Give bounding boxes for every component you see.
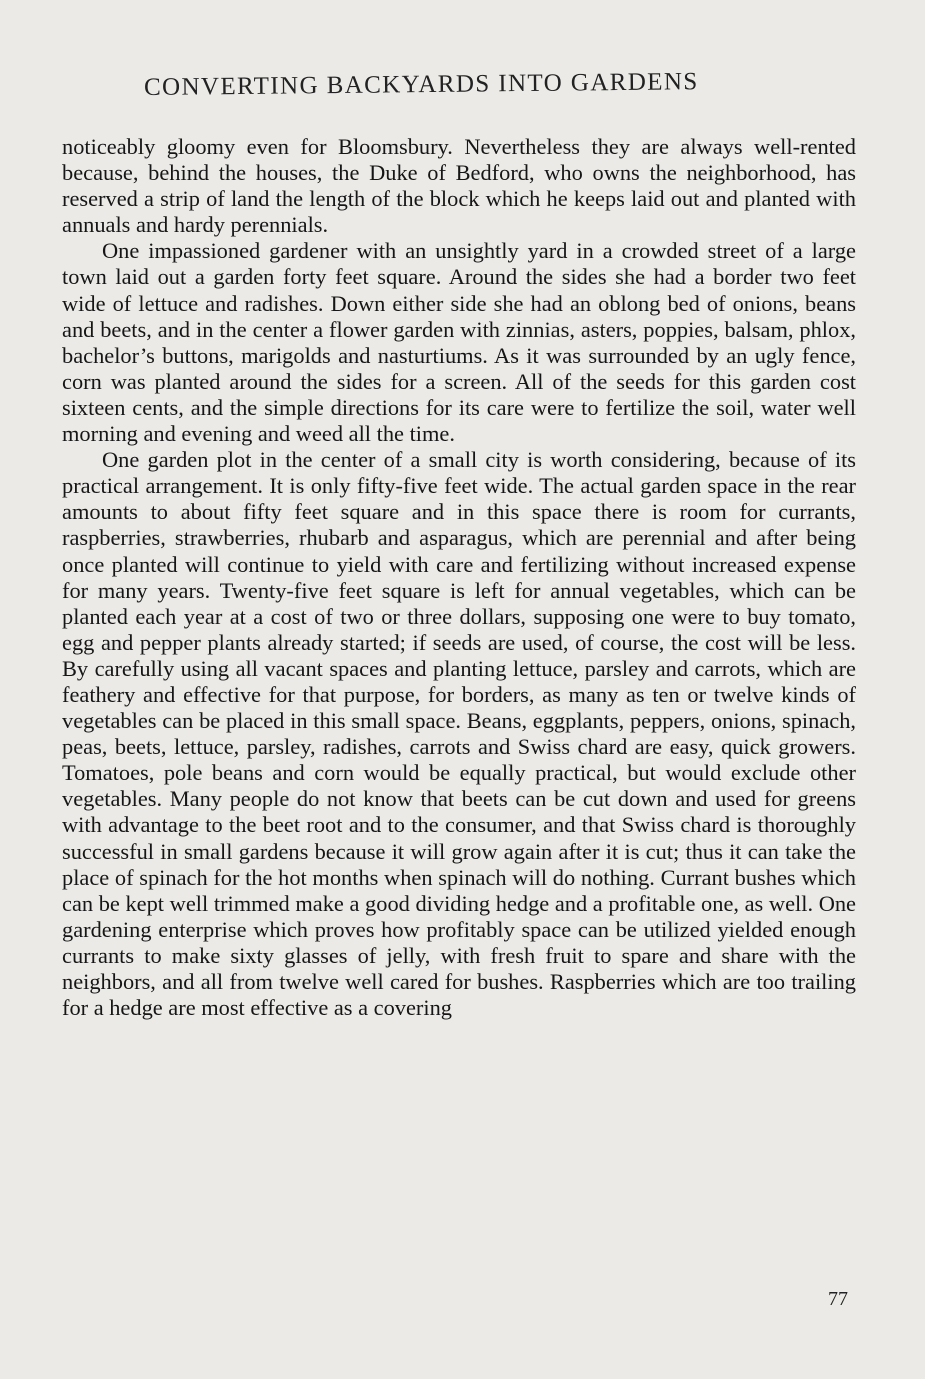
paragraph-continued: noticeably gloomy even for Bloomsbury. Nevertheless they are always well-rented because, behind the houses, the Duke of Bedford, who owns the neighborhood, has reserved a strip of land the length of the block which he keeps laid out and planted with annuals and hardy perennials. (62, 134, 856, 238)
paragraph-impassioned-gardener: One impassioned gardener with an unsightly yard in a crowded street of a large town laid out a garden forty feet square. Around the sides she had a border two feet wide of lettuce and radishes. Down either side she had an oblong bed of onions, beans and beets, and in the center a flower garden with zinnias, asters, poppies, balsam, phlox, bachelor’s buttons, marigolds and nasturtiums. As it was surrounded by an ugly fence, corn was planted around the sides for a screen. All of the seeds for this garden cost sixteen cents, and the simple directions for its care were to fertilize the soil, water well morning and evening and weed all the time. (62, 238, 856, 447)
body-text (62, 134, 856, 1021)
running-head: CONVERTING BACKYARDS INTO GARDENS (143, 68, 699, 101)
page-number: 77 (828, 1288, 848, 1310)
paragraph-small-city-garden: One garden plot in the center of a small city is worth considering, because of its practical arrangement. It is only fifty-five feet wide. The actual garden space in the rear amounts to about fifty feet square and in this space there is room for currants, raspberries, strawberries, rhubarb and asparagus, which are perennial and after being once planted will continue to yield with care and fertilizing without increased expense for many years. Twenty-five feet square is left for annual vegetables, which can be planted each year at a cost of two or three dollars, supposing one were to buy tomato, egg and pepper plants already started; if seeds are used, of course, the cost will be less. By carefully using all vacant spaces and planting lettuce, parsley and carrots, which are feathery and effective for that purpose, for borders, as many as ten or twelve kinds of vegetables can be placed in this small space. Beans, eggplants, peppers, onions, spinach, peas, beets, lettuce, parsley, radishes, carrots and Swiss chard are easy, quick growers. Tomatoes, pole beans and corn would be equally practical, but would exclude other vegetables. Many people do not know that beets can be cut down and used for greens with advantage to the beet root and to the consumer, and that Swiss chard is thoroughly successful in small gardens because it will grow again after it is cut; thus it can take the place of spinach for the hot months when spinach will do nothing. Currant bushes which can be kept well trimmed make a good dividing hedge and a profitable one, as well. One gardening enterprise which proves how profitably space can be utilized yielded enough currants to make sixty glasses of jelly, with fresh fruit to spare and share with the neighbors, and all from twelve well cared for bushes. Raspberries which are too trailing for a hedge are most effective as a covering (62, 447, 856, 1021)
